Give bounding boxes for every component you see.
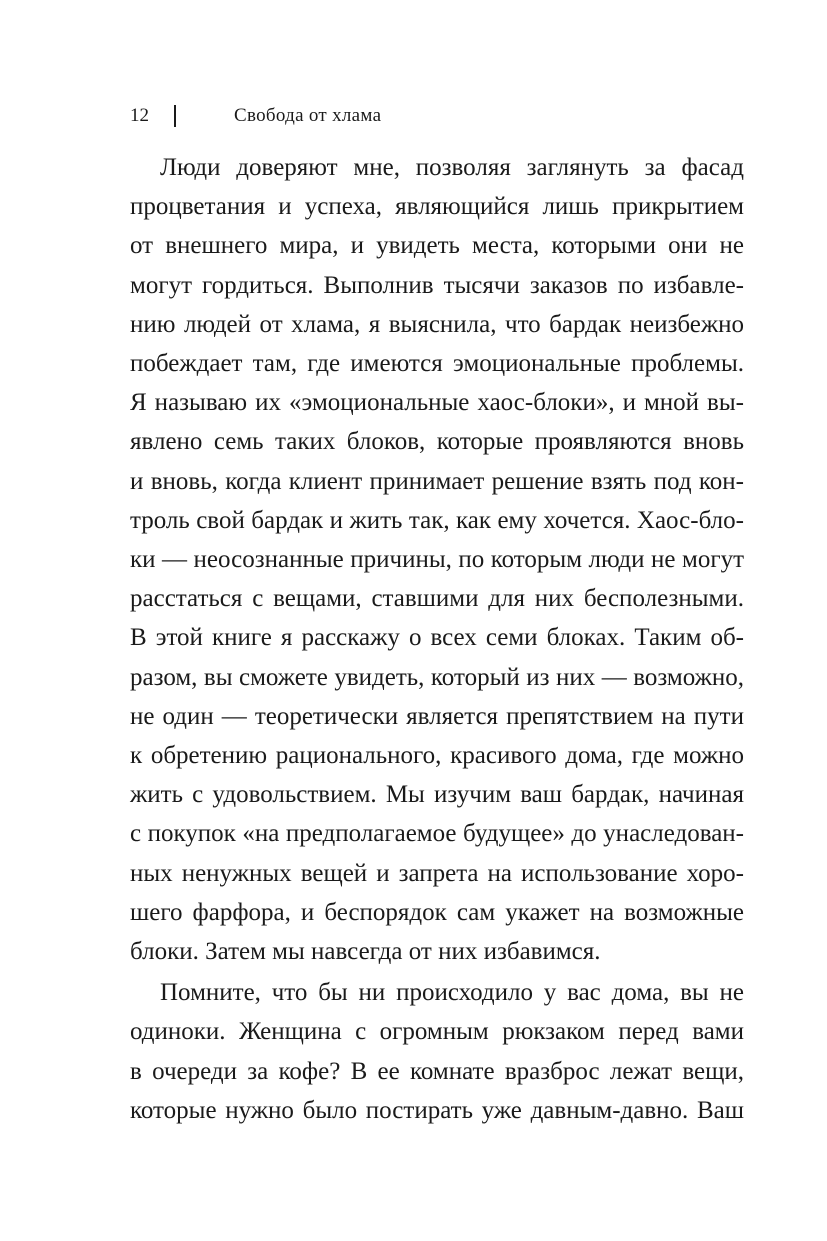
text-line: ных ненужных вещей и запрета на использование хоро- — [130, 859, 744, 887]
text-line: разом, вы сможете увидеть, который из них — возможно, — [130, 663, 744, 691]
text-line: явлено семь таких блоков, которые проявляются вновь — [130, 428, 744, 456]
text-line: в очереди за кофе? В ее комнате вразброс лежат вещи, — [130, 1057, 744, 1085]
text-line: шего фарфора, и беспорядок сам укажет на возможные — [130, 898, 744, 926]
header-separator — [174, 105, 176, 127]
text-line: одиноки. Женщина с огромным рюкзаком перед вами — [130, 1018, 744, 1046]
text-line: не один — теоретически является препятствием на пути — [130, 702, 744, 730]
body-text — [130, 148, 744, 1130]
text-line: нию людей от хлама, я выяснила, что бардак неизбежно — [130, 310, 744, 338]
paragraph-1 — [130, 148, 744, 971]
text-line: троль свой бардак и жить так, как ему хочется. Хаос-бло- — [130, 506, 744, 534]
text-line: блоки. Затем мы навсегда от них избавимся. — [130, 938, 601, 966]
text-line: ки — неосознанные причины, по которым люди не могут — [130, 546, 744, 574]
text-line: с покупок «на предполагаемое будущее» до унаследован- — [130, 820, 744, 848]
text-line: и вновь, когда клиент принимает решение взять под кон- — [130, 467, 744, 495]
text-line: побеждает там, где имеются эмоциональные проблемы. — [130, 350, 744, 378]
text-line: расстаться с вещами, ставшими для них бесполезными. — [130, 585, 744, 613]
text-line: от внешнего мира, и увидеть места, которыми они не — [130, 232, 744, 260]
text-line: которые нужно было постирать уже давным-давно. Ваш — [130, 1096, 744, 1124]
text-line: к обретению рационального, красивого дома, где можно — [130, 742, 744, 770]
page-number: 12 — [130, 105, 149, 126]
paragraph-2 — [130, 973, 744, 1130]
text-line: Люди доверяют мне, позволяя заглянуть за фасад — [160, 154, 744, 181]
text-line: жить с удовольствием. Мы изучим ваш бардак, начиная — [130, 781, 744, 809]
text-line: Я называю их «эмоциональные хаос-блоки», и мной вы- — [130, 389, 744, 417]
text-line: В этой книге я расскажу о всех семи блоках. Таким об- — [130, 624, 744, 652]
text-line: могут гордиться. Выполнив тысячи заказов по избавле- — [130, 271, 744, 299]
running-head — [130, 103, 381, 129]
text-line: Помните, что бы ни происходило у вас дома, вы не — [160, 979, 744, 1007]
book-title: Свобода от хлама — [234, 105, 382, 126]
text-line: процветания и успеха, являющийся лишь прикрытием — [130, 193, 744, 221]
